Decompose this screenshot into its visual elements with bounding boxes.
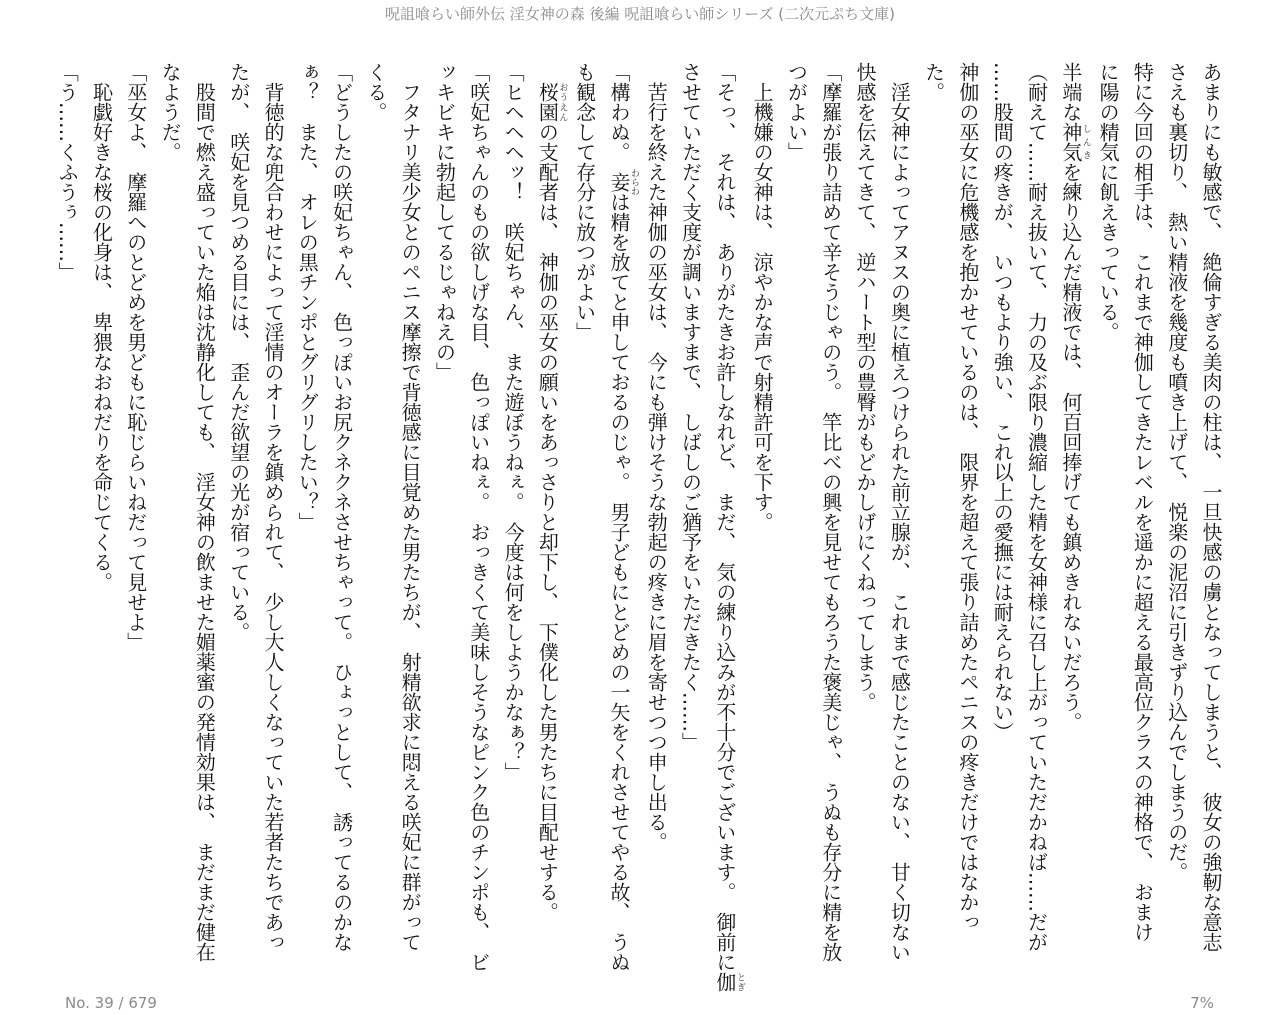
text-line (530, 62, 567, 962)
ruby-reading: しんき (1080, 122, 1091, 162)
text-line (221, 62, 255, 962)
text-segment: 苦行を終えた神伽の巫女は、 今にも弾けそうな勃起の疼きに眉を寄せつつ申し出る。 (644, 62, 669, 852)
text-segment: 恥戯好きな桜の化身は、 卑猥なおねだりを命じてくる。 (89, 62, 114, 592)
ruby-word (1058, 122, 1091, 162)
text-line (602, 62, 639, 972)
book-title: 呪詛喰らい師外伝 淫女神の森 後編 呪詛喰らい師シリーズ (二次元ぷち文庫) (384, 5, 896, 23)
text-line (1194, 62, 1228, 962)
text-segment: 「咲妃ちゃんのもの欲しげな目、 色っぽいねぇ。 おっきくて美味しそうなピンク色のチンポも、 ビ (466, 62, 491, 972)
text-line (50, 62, 84, 962)
text-line (745, 62, 779, 962)
ruby-base: 妾 (606, 168, 631, 196)
text-segment: を練り込んだ精液では、 何百回捧げても鎮めきれないだろう。 (1058, 162, 1083, 732)
text-line (985, 62, 1019, 962)
ruby-base: 桜園 (535, 82, 560, 122)
text-line (951, 62, 985, 962)
text-line (290, 62, 324, 962)
text-line (119, 62, 153, 962)
text-segment: ッキビキに勃起してるじゃねえの」 (432, 62, 457, 382)
text-segment: 快感を伝えてきて、 逆ハート型の豊臀がもどかしげにくねってしまう。 (853, 62, 878, 712)
text-segment: あまりにも敏感で、 絶倫すぎる美肉の柱は、 一旦快感の虜となってしまうと、 彼女の強靭な意志 (1199, 62, 1223, 952)
text-segment: 神伽の巫女に危機感を抱かせているのは、 限界を超えて張り詰めたペニスの疼きだけではなかっ (955, 62, 980, 932)
text-line (916, 62, 950, 962)
text-line (153, 62, 187, 962)
text-segment: は精を放てと申しておるのじゃ。 男子どもにとどめの一矢をくれさせてやる故、 うぬ (606, 192, 631, 972)
text-line (813, 62, 847, 962)
text-line (84, 62, 118, 962)
text-line (848, 62, 882, 962)
text-line (1159, 62, 1193, 962)
ruby-reading: とぎ (734, 972, 745, 992)
text-line (1091, 62, 1125, 962)
text-segment: くる。 (363, 62, 388, 122)
text-segment: ぁ？ また、 オレの黒チンポとグリグリしたい？」 (295, 62, 320, 532)
ruby-word (535, 82, 568, 122)
text-line (256, 62, 290, 962)
ruby-reading: わらわ (628, 168, 639, 196)
progress-percent: 7% (1190, 994, 1214, 1012)
text-segment: 特に今回の相手は、 これまで神伽してきたレベルを遥かに超える最高位クラスの神格で、 おまけ (1130, 62, 1155, 942)
text-segment: に陽の精気に飢えきっている。 (1096, 62, 1121, 342)
text-line (882, 62, 916, 962)
text-segment: （耐えて……耐え抜いて、 力の及ぶ限り濃縮した精を女神様に召し上がっていただかねば……だが (1024, 62, 1049, 952)
text-segment: 「摩羅が張り詰めて辛そうじゃのう。 竿比べの興を見せてもろうた褒美じゃ、 うぬも存分に精を放 (818, 62, 843, 962)
text-line (324, 62, 358, 962)
text-segment: 「う……くふうぅ……」 (55, 62, 80, 282)
text-line (393, 62, 427, 962)
text-segment: 「どうしたの咲妃ちゃん、 色っぽいお尻クネクネさせちゃって。 ひょっとして、 誘ってるのかな (329, 62, 354, 952)
text-line (427, 62, 461, 962)
text-segment: たが、 咲妃を見つめる目には、 歪んだ欲望の光が宿っている。 (226, 62, 251, 642)
text-segment: なようだ。 (158, 62, 183, 162)
text-segment: 「ヒヘヘヘッ！ 咲妃ちゃん、 また遊ぼうねぇ。 今度は何をしようかなぁ？」 (501, 62, 526, 782)
ruby-word (712, 972, 745, 992)
text-line (1054, 62, 1091, 962)
text-line (567, 62, 601, 962)
ruby-base: 伽 (712, 972, 737, 992)
text-segment: 「そっ、 それは、 ありがたきお許しなれど、 まだ、 気の練り込みが不十分でございます。 御前に (712, 62, 737, 972)
ruby-word (606, 168, 639, 196)
text-line (639, 62, 673, 962)
text-segment: さえも裏切り、 熱い精液を幾度も噴き上げて、 悦楽の泥沼に引きずり込んでしまうのだ。 (1164, 62, 1189, 882)
text-segment: させていただく支度が調いますまで、 しばしのご猶予をいただきたく……」 (678, 62, 703, 752)
text-segment: 「構わぬ。 (606, 62, 631, 172)
text-segment: つがよい」 (784, 62, 809, 162)
text-line (496, 62, 530, 962)
text-line (673, 62, 707, 962)
text-line (359, 62, 393, 962)
text-segment: 淫女神によってアヌスの奥に植えつけられた前立腺が、 これまで感じたことのない、 甘く切ない (887, 62, 912, 962)
text-segment: の支配者は、 神伽の巫女の願いをあっさりと却下し、 下僕化した男たちに目配せする。 (535, 122, 560, 922)
text-line (1019, 62, 1053, 962)
text-line (779, 62, 813, 962)
text-segment (535, 62, 559, 82)
text-segment: 股間で燃え盛っていた焔は沈静化しても、 淫女神の飲ませた媚薬蜜の発情効果は、 まだまだ健在 (192, 62, 217, 962)
ruby-base: 神気 (1058, 122, 1083, 162)
page-text (55, 62, 1228, 992)
text-segment: も観念して存分に放つがよい」 (572, 62, 597, 342)
text-line (708, 62, 745, 992)
ruby-reading: おうえん (557, 82, 568, 122)
text-segment: 上機嫌の女神は、 涼やかな声で射精許可を下す。 (750, 62, 775, 532)
text-line (187, 62, 221, 962)
text-segment: 「巫女よ、 摩羅へのとどめを男どもに恥じらいねだって見せよ」 (123, 62, 148, 652)
text-segment: ……股間の疼きが、 いつもより強い、 これ以上の愛撫には耐えられない） (990, 62, 1015, 742)
text-line (461, 62, 495, 972)
text-line (1125, 62, 1159, 962)
text-segment: フタナリ美少女とのペニス摩擦で背徳感に目覚めた男たちが、 射精欲求に悶える咲妃に群がって (398, 62, 423, 952)
text-segment: 半端な (1058, 62, 1083, 122)
text-segment: た。 (921, 62, 946, 102)
text-segment: 背徳的な兜合わせによって淫情のオーラを鎮められて、 少し大人しくなっていた若者たちであっ (260, 62, 285, 952)
location-indicator: No. 39 / 679 (65, 994, 157, 1012)
